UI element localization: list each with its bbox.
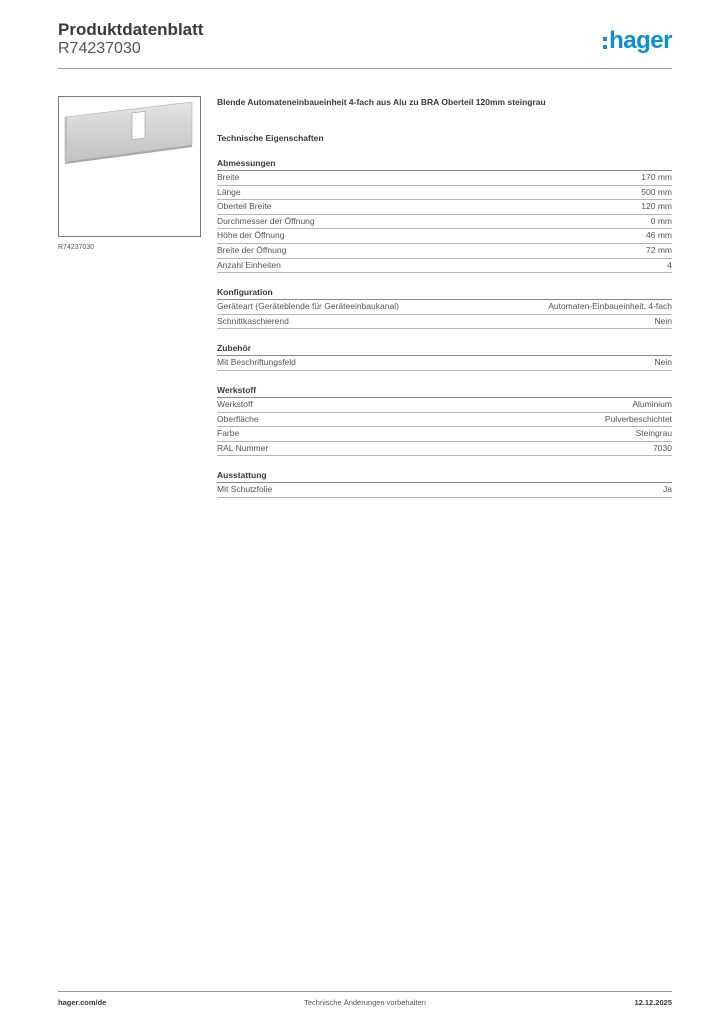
property-label: Schnittkaschierend <box>217 315 289 326</box>
property-row <box>217 398 672 413</box>
property-row <box>217 442 672 457</box>
property-value: Automaten-Einbaueinheit, 4-fach <box>548 301 672 312</box>
property-group <box>217 343 672 371</box>
property-value: Nein <box>654 315 672 326</box>
property-row <box>217 315 672 330</box>
property-row <box>217 200 672 215</box>
property-value: Pulverbeschichtet <box>604 413 672 424</box>
property-value: 170 mm <box>641 172 672 182</box>
footer-website: hager.com/de <box>58 998 107 1007</box>
product-image-frame <box>58 96 201 237</box>
product-image-caption: R74237030 <box>58 244 95 251</box>
property-row <box>217 171 672 186</box>
property-label: RAL Nummer <box>217 442 269 453</box>
property-label: Anzahl Einheiten <box>217 259 281 270</box>
property-label: Oberteil Breite <box>217 201 272 212</box>
property-label: Farbe <box>217 428 240 439</box>
property-value: 4 <box>667 259 672 270</box>
property-value: 7030 <box>653 442 672 453</box>
property-value: Nein <box>654 357 672 368</box>
logo-text: hager <box>609 27 672 54</box>
property-group <box>217 287 672 329</box>
property-row <box>217 413 672 428</box>
property-row <box>217 483 672 498</box>
hager-logo <box>603 28 672 54</box>
header-divider <box>58 68 672 69</box>
property-label: Breite <box>217 172 240 182</box>
property-label: Mit Beschriftungsfeld <box>217 357 296 368</box>
property-value: Aluminium <box>632 398 672 409</box>
property-value: Steingrau <box>635 428 672 439</box>
property-label: Geräteart (Geräteblende für Geräteeinbaukanal) <box>217 301 399 312</box>
property-label: Werkstoff <box>217 398 253 409</box>
property-label: Durchmesser der Öffnung <box>217 215 315 226</box>
property-row <box>217 356 672 371</box>
property-label: Breite der Öffnung <box>217 244 287 255</box>
page-header <box>58 20 672 70</box>
property-value: 46 mm <box>646 230 672 241</box>
property-group <box>217 385 672 456</box>
page-footer <box>58 998 672 1010</box>
property-row <box>217 215 672 230</box>
property-label: Länge <box>217 186 241 197</box>
logo-dots-icon <box>603 37 607 49</box>
footer-divider <box>58 991 672 992</box>
property-row <box>217 244 672 259</box>
property-group-title: Konfiguration <box>217 287 672 300</box>
properties-heading: Technische Eigenschaften <box>217 133 324 143</box>
property-row <box>217 229 672 244</box>
property-groups <box>217 158 672 498</box>
property-group-title: Werkstoff <box>217 385 672 398</box>
property-label: Mit Schutzfolie <box>217 484 273 495</box>
property-row <box>217 186 672 201</box>
property-value: 500 mm <box>641 186 672 197</box>
product-description: Blende Automateneinbaueinheit 4-fach aus Alu zu BRA Oberteil 120mm steingrau <box>217 97 546 107</box>
property-group-title: Abmessungen <box>217 158 672 171</box>
product-content <box>217 96 672 498</box>
property-group <box>217 158 672 273</box>
property-value: 120 mm <box>641 201 672 212</box>
property-label: Oberfläche <box>217 413 259 424</box>
property-row <box>217 259 672 274</box>
property-group-title: Ausstattung <box>217 470 672 483</box>
property-row <box>217 427 672 442</box>
property-value: 0 mm <box>650 215 672 226</box>
product-image <box>59 97 200 236</box>
property-group <box>217 470 672 498</box>
property-value: Ja <box>663 484 672 495</box>
property-row <box>217 300 672 315</box>
property-group-title: Zubehör <box>217 343 672 356</box>
property-label: Höhe der Öffnung <box>217 230 285 241</box>
property-value: 72 mm <box>646 244 672 255</box>
document-title: Produktdatenblatt <box>58 20 204 39</box>
footer-notice: Technische Änderungen vorbehalten <box>304 998 426 1007</box>
document-reference: R74237030 <box>58 40 141 57</box>
footer-date: 12.12.2025 <box>634 998 672 1007</box>
